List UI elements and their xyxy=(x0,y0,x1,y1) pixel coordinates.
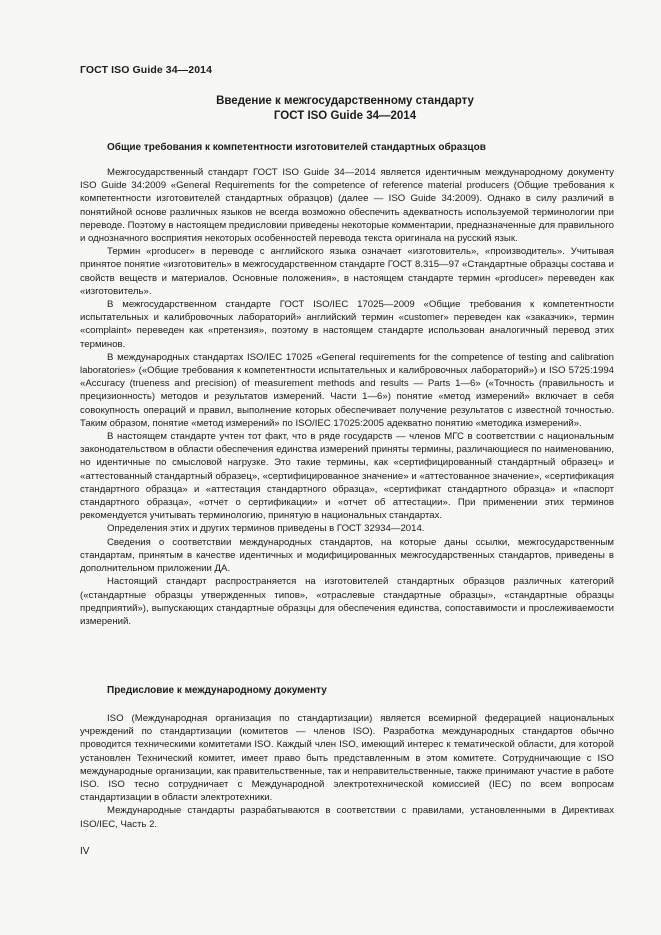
document-id-header: ГОСТ ISO Guide 34—2014 xyxy=(80,64,213,76)
paragraph: В настоящем стандарте учтен тот факт, что в ряде государств — членов МГС в соответствии с национальным законодательством в области обеспечения единства измерений приняты термины, различающиеся по наименованию, но идентичные по смысловой нагрузке. Это такие термины, как «сертифицированный стандартный образец» и «аттестованный стандартный образец», «сертифицированное значение» и «аттестованное значение», «сертификация стандартного образца» и «аттестация стандартного образца», «сертификат стандартного образца» и «паспорт стандартного образца», «отчет о сертификации» и «отчет об аттестации». При применении этих терминов рекомендуется учитывать терминологию, принятую в национальных стандартах. xyxy=(80,431,614,522)
document-title xyxy=(80,94,610,124)
paragraph: Сведения о соответствии международных стандартов, на которые даны ссылки, межгосударственным стандартам, принятым в качестве идентичных и модифицированных межгосударственных стандартов, приведены в дополнительном приложении ДА. xyxy=(80,536,614,575)
paragraph: Межгосударственный стандарт ГОСТ ISO Guide 34—2014 является идентичным международному документу ISO Guide 34:2009 «General Requirements for the competence of reference material producers (Общие требования к компетентности изготовителей стандартных образцов) (далее — ISO Guide 34:2009). Однако в силу различий в понятийной основе различных языков не всегда возможно обеспечить адекватность используемой терминологии при переводе. Поэтому в настоящем предисловии приведены некоторые комментарии, предназначенные для правильного и однозначного восприятия некоторых особенностей перевода текста оригинала на русский язык. xyxy=(80,167,614,245)
title-line-1: Введение к межгосударственному стандарту xyxy=(216,95,474,107)
paragraph: Термин «producer» в переводе с английского языка означает «изготовитель», «производитель». Учитывая принятое понятие «изготовитель» в межгосударственном стандарте ГОСТ 8.315—97 «Стандартные образцы состава и свойств веществ и материалов. Основные положения», в настоящем стандарте термин «producer» переведен как «изготовитель». xyxy=(80,246,614,297)
paragraph: Определения этих и других терминов приведены в ГОСТ 32934—2014. xyxy=(107,523,425,535)
section-international-foreword-body xyxy=(80,712,614,831)
paragraph: Международные стандарты разрабатываются в соответствии с правилами, установленными в Директивах ISO/IEC, Часть 2. xyxy=(80,805,614,830)
paragraph: В межгосударственном стандарте ГОСТ ISO/IEC 17025—2009 «Общие требования к компетентности испытательных и калибровочных лабораторий» английский термин «customer» переведен как «заказчик», термин «complaint» переведен как «претензия», поэтому в настоящем стандарте использован аналогичный перевод этих терминов. xyxy=(80,299,614,350)
section-heading-general-requirements: Общие требования к компетентности изготовителей стандартных образцов xyxy=(107,142,486,153)
paragraph: ISO (Международная организация по стандартизации) является всемирной федерацией национальных учреждений по стандартизации (комитетов — членов ISO). Разработка международных стандартов обычно проводится техническими комитетами ISO. Каждый член ISO, имеющий интерес к тематической области, для которой установлен Технический комитет, имеет право быть представленным в этом комитете. Сотрудничающие с ISO международные организации, как правительственные, так и неправительственные, также принимают участие в работе ISO. ISO тесно сотрудничает с Международной электротехнической комиссией (IEC) по всем вопросам стандартизации в области электротехники. xyxy=(80,713,614,804)
page-number: IV xyxy=(80,846,90,857)
paragraph: В международных стандартах ISO/IEC 17025 «General requirements for the competence of testing and calibration laboratories» («Общие требования к компетентности испытательных и калибровочных лабораторий») и ISO 5725:1994 «Accuracy (trueness and precision) of measurement methods and results — Parts 1—6» («Точность (правильность и прецизионность) методов и результатов измерений. Части 1—6») понятие «метод измерений» включает в себя совокупность операций и правил, выполнение которых обеспечивает получение результатов с известной точностью. Таким образом, понятие «метод измерений» по ISO/IEC 17025:2005 адекватно понятию «методика измерений». xyxy=(80,351,614,429)
paragraph: Настоящий стандарт распространяется на изготовителей стандартных образцов различных категорий («стандартные образцы утвержденных типов», «отраслевые стандартные образцы», «стандартные образцы предприятий»), выпускающих стандартные образцы для обеспечения единства, сопоставимости и прослеживаемости измерений. xyxy=(80,576,614,627)
section-general-requirements-body xyxy=(80,166,614,628)
section-heading-international-foreword: Предисловие к международному документу xyxy=(107,685,327,696)
title-line-2: ГОСТ ISO Guide 34—2014 xyxy=(273,110,417,122)
